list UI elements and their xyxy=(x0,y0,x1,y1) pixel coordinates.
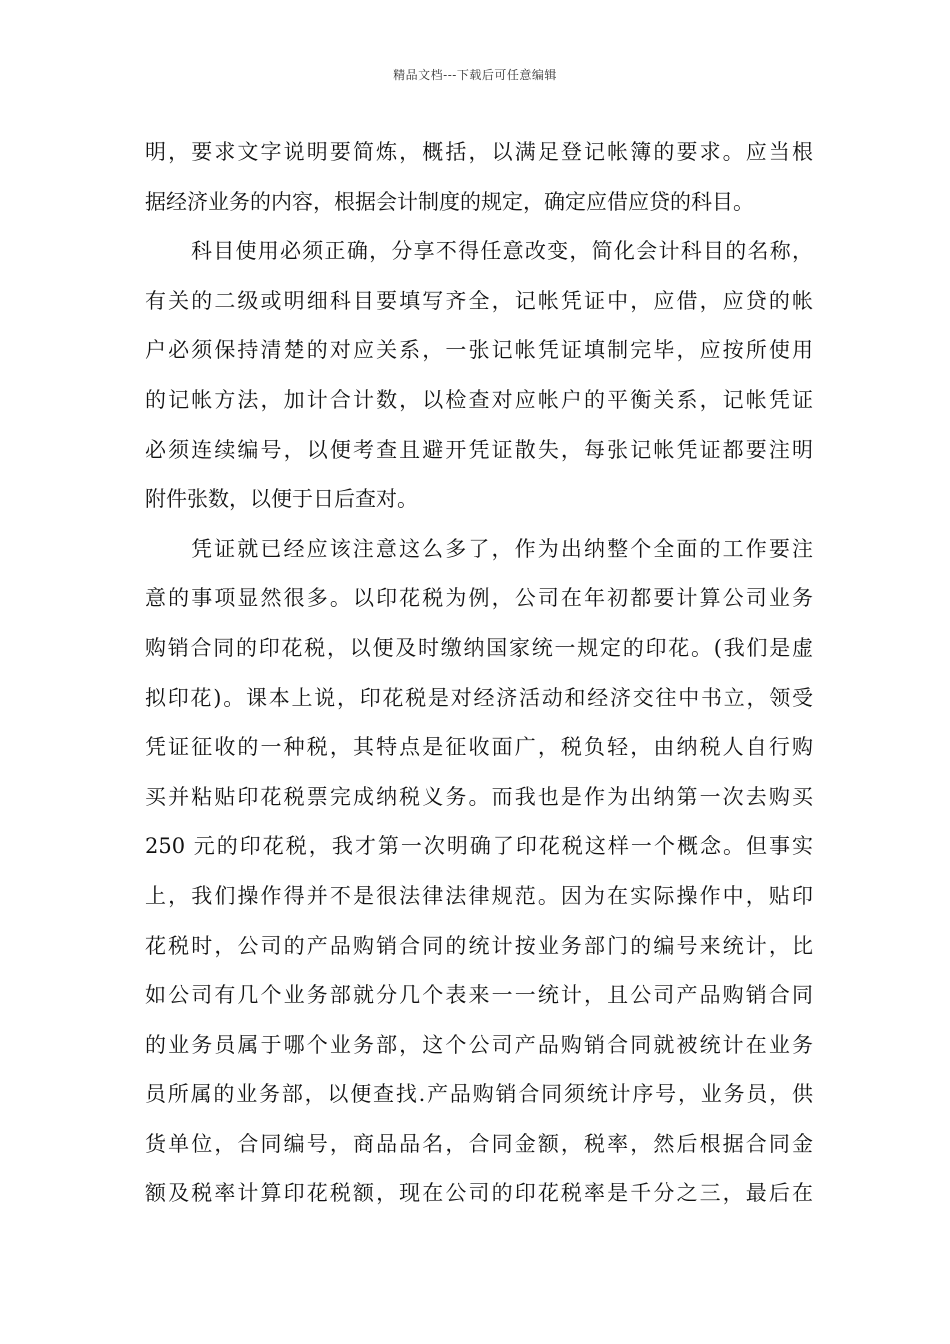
paragraph-start-line: 凭证就已经应该注意这么多了，作为出纳整个全面的工作要注 xyxy=(191,536,813,561)
text-line: 有关的二级或明细科目要填写齐全，记帐凭证中，应借，应贷的帐 xyxy=(145,288,813,313)
text-line: 明，要求文字说明要简炼，概括，以满足登记帐簿的要求。应当根 xyxy=(145,140,813,164)
text-line: 花税时，公司的产品购销合同的统计按业务部门的编号来统计，比 xyxy=(145,933,813,958)
text-line: 的记帐方法，加计合计数，以检查对应帐户的平衡关系，记帐凭证 xyxy=(145,387,813,412)
text-line: 必须连续编号，以便考查且避开凭证散失，每张记帐凭证都要注明 xyxy=(145,437,813,462)
text-line: 上，我们操作得并不是很法律法律规范。因为在实际操作中，贴印 xyxy=(145,883,813,908)
text-line: 的业务员属于哪个业务部，这个公司产品购销合同就被统计在业务 xyxy=(145,1032,813,1057)
text-line: 意的事项显然很多。以印花税为例，公司在年初都要计算公司业务 xyxy=(145,586,813,611)
text-line: 买并粘贴印花税票完成纳税义务。而我也是作为出纳第一次去购买 xyxy=(145,784,813,809)
text-line: 拟印花)。课本上说，印花税是对经济活动和经济交往中书立，领受 xyxy=(145,685,813,710)
text-line: 250 元的印花税，我才第一次明确了印花税这样一个概念。但事实 xyxy=(145,834,813,859)
text-line: 货单位，合同编号，商品品名，合同金额，税率，然后根据合同金 xyxy=(145,1131,813,1156)
text-line: 附件张数，以便于日后查对。 xyxy=(145,487,418,512)
page-header: 精品文档---下载后可任意编辑 xyxy=(393,68,557,82)
text-line: 据经济业务的内容，根据会计制度的规定，确定应借应贷的科目。 xyxy=(145,189,754,214)
text-line: 员所属的业务部，以便查找.产品购销合同须统计序号，业务员，供 xyxy=(145,1082,813,1107)
paragraph-start-line: 科目使用必须正确，分享不得任意改变，简化会计科目的名称， xyxy=(191,239,813,264)
text-line: 额及税率计算印花税额，现在公司的印花税率是千分之三，最后在 xyxy=(145,1181,813,1206)
text-line: 购销合同的印花税，以便及时缴纳国家统一规定的印花。(我们是虚 xyxy=(145,635,813,660)
text-line: 如公司有几个业务部就分几个表来一一统计，且公司产品购销合同 xyxy=(145,983,813,1008)
text-line: 凭证征收的一种税，其特点是征收面广，税负轻，由纳税人自行购 xyxy=(145,735,813,760)
text-line: 户必须保持清楚的对应关系，一张记帐凭证填制完毕，应按所使用 xyxy=(145,338,813,363)
document-body xyxy=(145,128,813,1219)
